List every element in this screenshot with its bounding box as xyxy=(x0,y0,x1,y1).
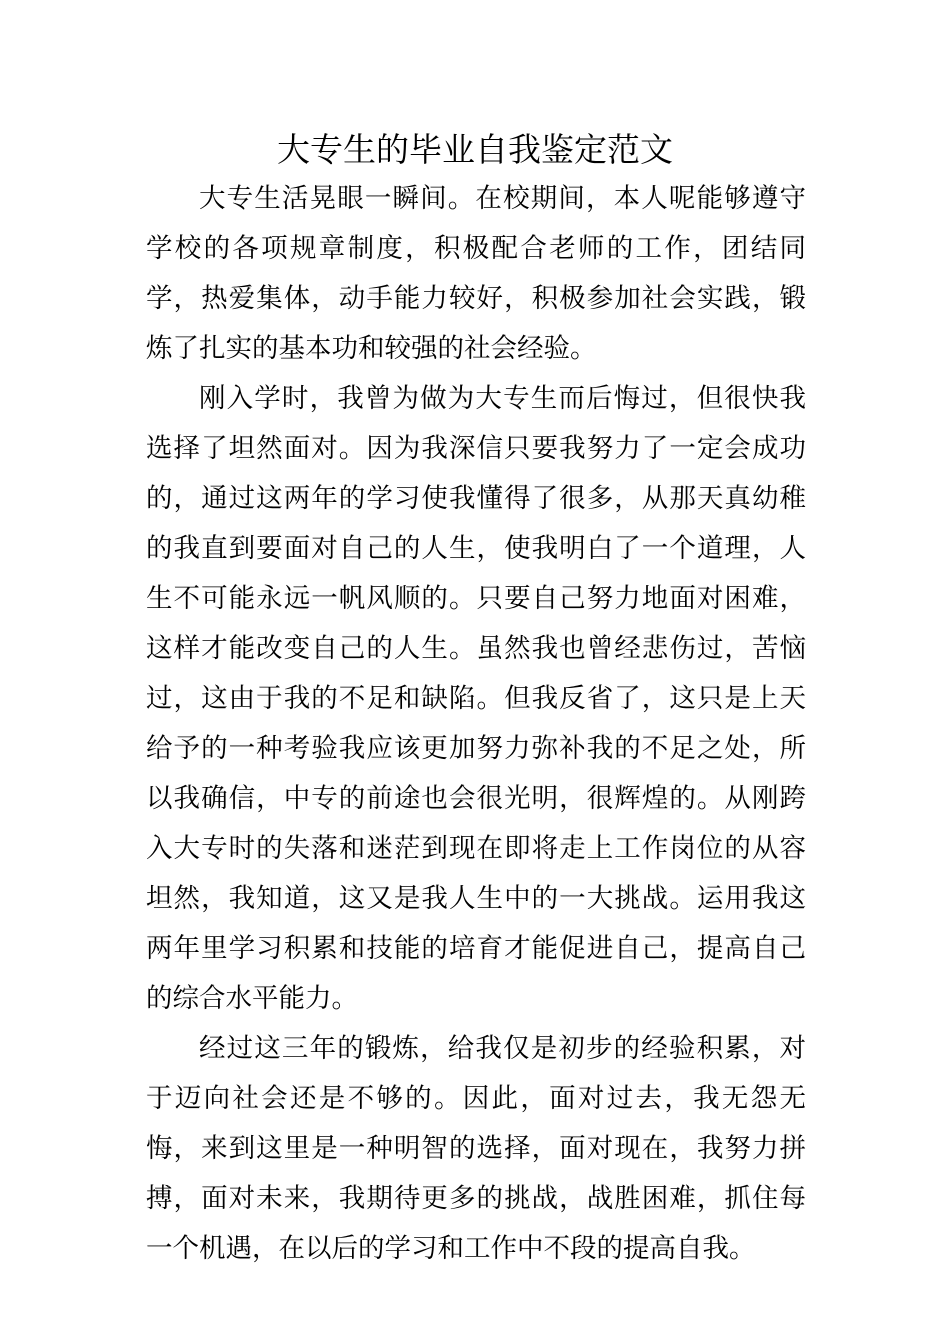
paragraph-2: 刚入学时，我曾为做为大专生而后悔过，但很快我选择了坦然面对。因为我深信只要我努力了一定会成功的，通过这两年的学习使我懂得了很多，从那天真幼稚的我直到要面对自己的人生，使我明白了一个道理，人生不可能永远一帆风顺的。只要自己努力地面对困难，这样才能改变自己的人生。虽然我也曾经悲伤过，苦恼过，这由于我的不足和缺陷。但我反省了，这只是上天给予的一种考验我应该更加努力弥补我的不足之处，所以我确信，中专的前途也会很光明，很辉煌的。从刚跨入大专时的失落和迷茫到现在即将走上工作岗位的从容坦然，我知道，这又是我人生中的一大挑战。运用我这两年里学习积累和技能的培育才能促进自己，提高自己的综合水平能力。 xyxy=(146,383,806,1014)
document-title: 大专生的毕业自我鉴定范文 xyxy=(277,130,673,169)
paragraph-1: 大专生活晃眼一瞬间。在校期间，本人呢能够遵守学校的各项规章制度，积极配合老师的工作，团结同学，热爱集体，动手能力较好，积极参加社会实践，锻炼了扎实的基本功和较强的社会经验。 xyxy=(146,183,806,364)
document-body xyxy=(146,174,806,1274)
paragraph-3: 经过这三年的锻炼，给我仅是初步的经验积累，对于迈向社会还是不够的。因此，面对过去，我无怨无悔，来到这里是一种明智的选择，面对现在，我努力拼搏，面对未来，我期待更多的挑战，战胜困难，抓住每一个机遇，在以后的学习和工作中不段的提高自我。 xyxy=(146,1033,806,1264)
